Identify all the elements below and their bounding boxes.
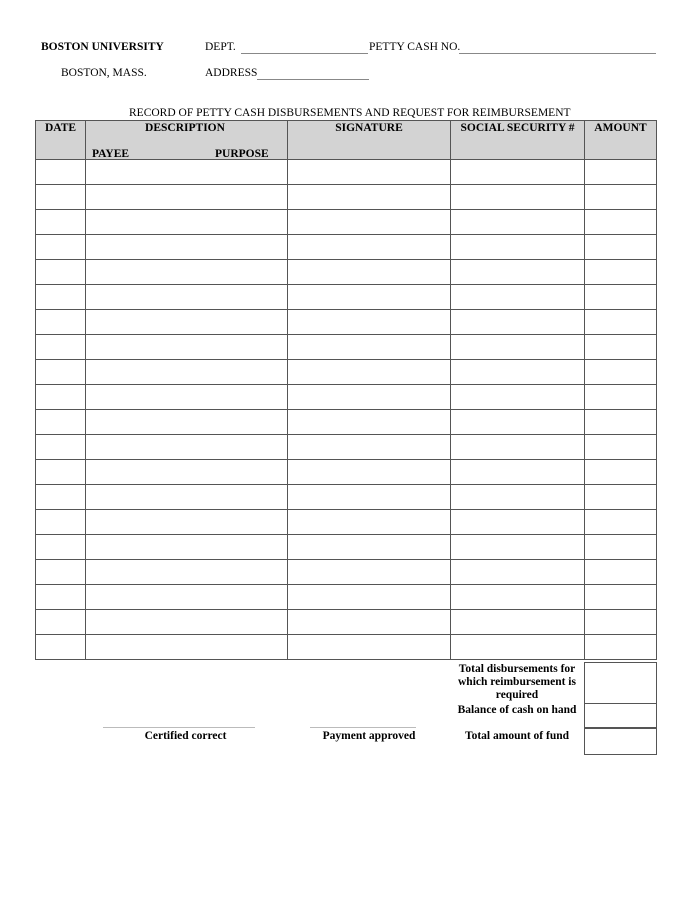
signature-cell[interactable] <box>288 535 451 560</box>
description-cell[interactable] <box>86 185 288 210</box>
ssn-cell[interactable] <box>451 310 585 335</box>
description-cell[interactable] <box>86 485 288 510</box>
col-ssn: SOCIAL SECURITY # <box>451 121 585 160</box>
amount-cell[interactable] <box>585 360 657 385</box>
description-cell[interactable] <box>86 235 288 260</box>
total-fund-label: Total amount of fund <box>464 730 570 742</box>
date-cell[interactable] <box>36 360 86 385</box>
date-cell[interactable] <box>36 460 86 485</box>
address-label: ADDRESS <box>205 67 258 79</box>
description-cell[interactable] <box>86 435 288 460</box>
table-row <box>36 185 657 210</box>
date-cell[interactable] <box>36 235 86 260</box>
amount-cell[interactable] <box>585 185 657 210</box>
description-cell[interactable] <box>86 310 288 335</box>
date-cell[interactable] <box>36 185 86 210</box>
amount-cell[interactable] <box>585 285 657 310</box>
ssn-cell[interactable] <box>451 285 585 310</box>
ssn-cell[interactable] <box>451 585 585 610</box>
signature-cell[interactable] <box>288 560 451 585</box>
signature-cell[interactable] <box>288 185 451 210</box>
description-cell[interactable] <box>86 410 288 435</box>
table-row <box>36 160 657 185</box>
signature-cell[interactable] <box>288 285 451 310</box>
description-cell[interactable] <box>86 460 288 485</box>
date-cell[interactable] <box>36 510 86 535</box>
date-cell[interactable] <box>36 335 86 360</box>
table-row <box>36 210 657 235</box>
col-date: DATE <box>36 121 86 160</box>
date-cell[interactable] <box>36 285 86 310</box>
description-cell[interactable] <box>86 610 288 635</box>
signature-cell[interactable] <box>288 335 451 360</box>
table-row <box>36 360 657 385</box>
ssn-cell[interactable] <box>451 185 585 210</box>
date-cell[interactable] <box>36 410 86 435</box>
amount-cell[interactable] <box>585 585 657 610</box>
date-cell[interactable] <box>36 160 86 185</box>
ssn-cell[interactable] <box>451 635 585 660</box>
approved-label: Payment approved <box>322 730 416 742</box>
ssn-cell[interactable] <box>451 460 585 485</box>
table-row <box>36 485 657 510</box>
date-cell[interactable] <box>36 560 86 585</box>
amount-cell[interactable] <box>585 235 657 260</box>
amount-cell[interactable] <box>585 160 657 185</box>
signature-cell[interactable] <box>288 260 451 285</box>
approved-signature-line[interactable] <box>310 727 416 728</box>
amount-cell[interactable] <box>585 310 657 335</box>
petty-cash-field[interactable] <box>459 53 656 54</box>
table-row <box>36 385 657 410</box>
ssn-cell[interactable] <box>451 335 585 360</box>
date-cell[interactable] <box>36 260 86 285</box>
ssn-cell[interactable] <box>451 485 585 510</box>
signature-cell[interactable] <box>288 160 451 185</box>
amount-cell[interactable] <box>585 410 657 435</box>
description-cell[interactable] <box>86 210 288 235</box>
amount-cell[interactable] <box>585 335 657 360</box>
col-signature: SIGNATURE <box>288 121 451 160</box>
description-cell[interactable] <box>86 385 288 410</box>
table-row <box>36 235 657 260</box>
signature-cell[interactable] <box>288 310 451 335</box>
col-amount: AMOUNT <box>585 121 657 160</box>
certified-signature-line[interactable] <box>103 727 255 728</box>
signature-cell[interactable] <box>288 585 451 610</box>
description-cell[interactable] <box>86 285 288 310</box>
table-row <box>36 535 657 560</box>
amount-cell[interactable] <box>585 435 657 460</box>
ssn-cell[interactable] <box>451 610 585 635</box>
certified-label: Certified correct <box>144 730 227 742</box>
amount-cell[interactable] <box>585 485 657 510</box>
ssn-cell[interactable] <box>451 560 585 585</box>
table-header-row <box>36 121 657 160</box>
col-description: DESCRIPTION PAYEE PURPOSE <box>86 121 288 160</box>
signature-cell[interactable] <box>288 610 451 635</box>
amount-cell[interactable] <box>585 510 657 535</box>
dept-label: DEPT. <box>205 41 236 53</box>
date-cell[interactable] <box>36 535 86 560</box>
ssn-cell[interactable] <box>451 385 585 410</box>
total-fund-box[interactable] <box>584 728 657 755</box>
amount-cell[interactable] <box>585 385 657 410</box>
signature-cell[interactable] <box>288 385 451 410</box>
description-cell[interactable] <box>86 535 288 560</box>
description-cell[interactable] <box>86 260 288 285</box>
date-cell[interactable] <box>36 610 86 635</box>
balance-label: Balance of cash on hand <box>457 704 577 716</box>
city-label: BOSTON, MASS. <box>61 67 147 79</box>
description-cell[interactable] <box>86 360 288 385</box>
signature-cell[interactable] <box>288 510 451 535</box>
ssn-cell[interactable] <box>451 510 585 535</box>
signature-cell[interactable] <box>288 485 451 510</box>
table-row <box>36 310 657 335</box>
amount-cell[interactable] <box>585 210 657 235</box>
date-cell[interactable] <box>36 310 86 335</box>
table-row <box>36 585 657 610</box>
table-row <box>36 435 657 460</box>
institution-name: BOSTON UNIVERSITY <box>41 41 164 53</box>
description-cell[interactable] <box>86 510 288 535</box>
signature-cell[interactable] <box>288 235 451 260</box>
table-row <box>36 560 657 585</box>
date-cell[interactable] <box>36 635 86 660</box>
ssn-cell[interactable] <box>451 410 585 435</box>
signature-cell[interactable] <box>288 460 451 485</box>
description-cell[interactable] <box>86 560 288 585</box>
description-cell[interactable] <box>86 635 288 660</box>
form-title: RECORD OF PETTY CASH DISBURSEMENTS AND REQUEST FOR REIMBURSEMENT <box>129 107 571 119</box>
balance-box[interactable] <box>584 702 657 728</box>
amount-cell[interactable] <box>585 560 657 585</box>
amount-cell[interactable] <box>585 535 657 560</box>
ssn-cell[interactable] <box>451 535 585 560</box>
date-cell[interactable] <box>36 435 86 460</box>
signature-cell[interactable] <box>288 360 451 385</box>
amount-cell[interactable] <box>585 635 657 660</box>
disbursement-table <box>35 120 657 660</box>
signature-cell[interactable] <box>288 210 451 235</box>
amount-cell[interactable] <box>585 260 657 285</box>
signature-cell[interactable] <box>288 435 451 460</box>
col-payee: PAYEE <box>92 148 130 160</box>
description-cell[interactable] <box>86 585 288 610</box>
signature-cell[interactable] <box>288 635 451 660</box>
table-row <box>36 335 657 360</box>
table-row <box>36 410 657 435</box>
table-row <box>36 635 657 660</box>
signature-cell[interactable] <box>288 410 451 435</box>
date-cell[interactable] <box>36 585 86 610</box>
ssn-cell[interactable] <box>451 260 585 285</box>
table-row <box>36 285 657 310</box>
table-row <box>36 510 657 535</box>
ssn-cell[interactable] <box>451 210 585 235</box>
total-disbursements-label: Total disbursements for which reimbursement is required <box>458 663 576 701</box>
total-disbursements-box[interactable] <box>584 662 657 704</box>
description-cell[interactable] <box>86 160 288 185</box>
col-purpose: PURPOSE <box>215 148 269 160</box>
table-row <box>36 460 657 485</box>
ssn-cell[interactable] <box>451 360 585 385</box>
ssn-cell[interactable] <box>451 435 585 460</box>
date-cell[interactable] <box>36 385 86 410</box>
petty-cash-label: PETTY CASH NO. <box>369 41 461 53</box>
dept-field[interactable] <box>241 53 368 54</box>
date-cell[interactable] <box>36 210 86 235</box>
ssn-cell[interactable] <box>451 160 585 185</box>
amount-cell[interactable] <box>585 610 657 635</box>
ssn-cell[interactable] <box>451 235 585 260</box>
description-cell[interactable] <box>86 335 288 360</box>
date-cell[interactable] <box>36 485 86 510</box>
table-row <box>36 260 657 285</box>
table-row <box>36 610 657 635</box>
address-field[interactable] <box>257 79 369 80</box>
amount-cell[interactable] <box>585 460 657 485</box>
